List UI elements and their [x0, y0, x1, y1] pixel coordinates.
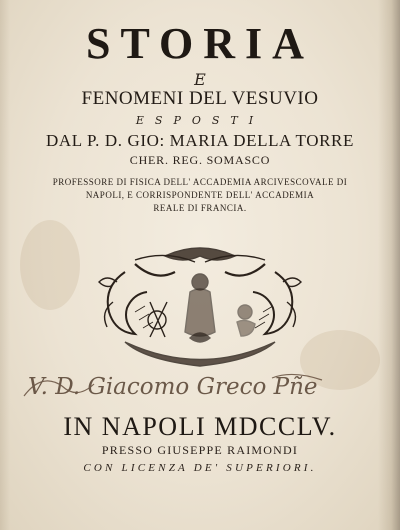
- paper-stain: [20, 220, 80, 310]
- author-description-line: REALE DI FRANCIA.: [153, 203, 247, 213]
- book-subtitle: FENOMENI DEL VESUVIO: [81, 88, 319, 109]
- handwritten-ownership-inscription: [22, 366, 342, 412]
- book-title: STORIA: [86, 19, 314, 68]
- esposti-line: ESPOSTI: [135, 114, 265, 127]
- author-description-line: PROFESSORE DI FISICA DELL' ACCADEMIA ARCIVESCOVALE DI: [52, 177, 348, 187]
- licence-line: CON LICENZA DE' SUPERIORI.: [83, 462, 317, 474]
- author-line: DAL P. D. GIO: MARIA DELLA TORRE: [46, 131, 354, 150]
- author-description-line: NAPOLI, E CORRISPONDENTE DELL' ACCADEMIA: [85, 190, 315, 200]
- inscription-text: V. D. Giacomo Greco Pñe: [28, 374, 318, 400]
- engraved-vignette: [95, 242, 305, 372]
- religious-order-line: CHER. REG. SOMASCO: [129, 153, 271, 167]
- printer-line: PRESSO GIUSEPPE RAIMONDI: [101, 443, 299, 457]
- title-conjunction: E: [194, 70, 206, 89]
- imprint-line: IN NAPOLI MDCCLV.: [63, 412, 337, 441]
